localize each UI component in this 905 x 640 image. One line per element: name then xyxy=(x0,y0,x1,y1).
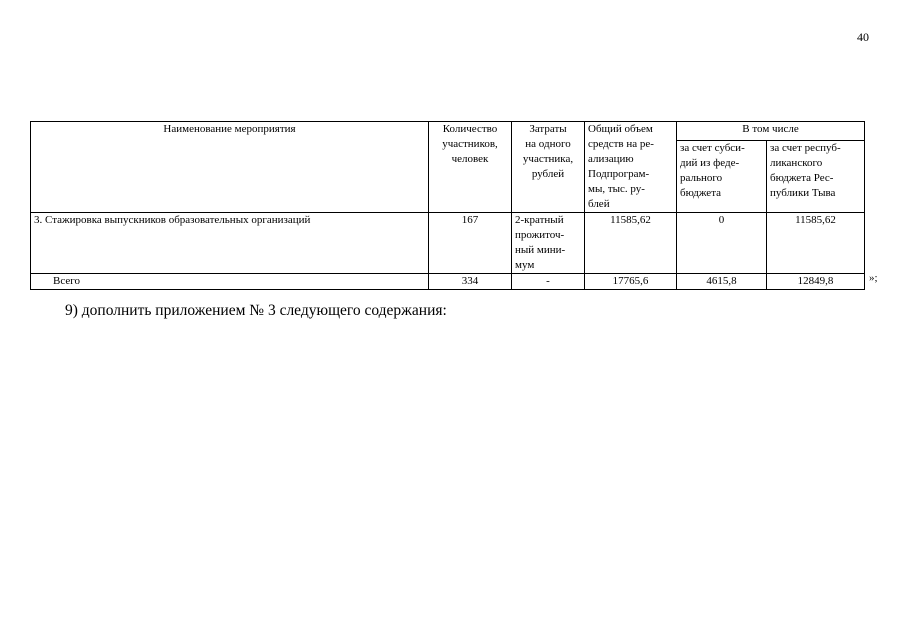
row-total: 11585,62 xyxy=(585,213,677,274)
table-totals-row xyxy=(31,274,865,290)
totals-total: 17765,6 xyxy=(585,274,677,290)
row-republic: 11585,62 xyxy=(767,213,865,274)
totals-federal: 4615,8 xyxy=(677,274,767,290)
totals-count: 334 xyxy=(429,274,512,290)
header-federal: за счет субси- дий из феде- рального бюджета xyxy=(677,140,767,212)
totals-republic: 12849,8 xyxy=(767,274,865,290)
table-row xyxy=(31,213,865,274)
row-cost: 2-кратный прожиточ- ный мини- мум xyxy=(512,213,585,274)
header-name: Наименование мероприятия xyxy=(31,122,429,213)
events-table xyxy=(30,121,865,290)
totals-name: Всего xyxy=(31,274,429,290)
header-cost: Затраты на одного участника, рублей xyxy=(512,122,585,213)
header-republic: за счет респуб- ликанского бюджета Рес- публики Тыва xyxy=(767,140,865,212)
row-federal: 0 xyxy=(677,213,767,274)
paragraph: 9) дополнить приложением № 3 следующего содержания: xyxy=(65,302,447,319)
table-header-row xyxy=(31,122,865,141)
row-name: 3. Стажировка выпускников образовательных организаций xyxy=(31,213,429,274)
totals-cost: - xyxy=(512,274,585,290)
header-total: Общий объем средств на ре- ализацию Подпрограм- мы, тыс. ру- блей xyxy=(585,122,677,213)
header-count: Количество участников, человек xyxy=(429,122,512,213)
header-including: В том числе xyxy=(677,122,865,141)
closing-quote: »; xyxy=(869,272,878,284)
page-number: 40 xyxy=(857,30,869,44)
row-count: 167 xyxy=(429,213,512,274)
